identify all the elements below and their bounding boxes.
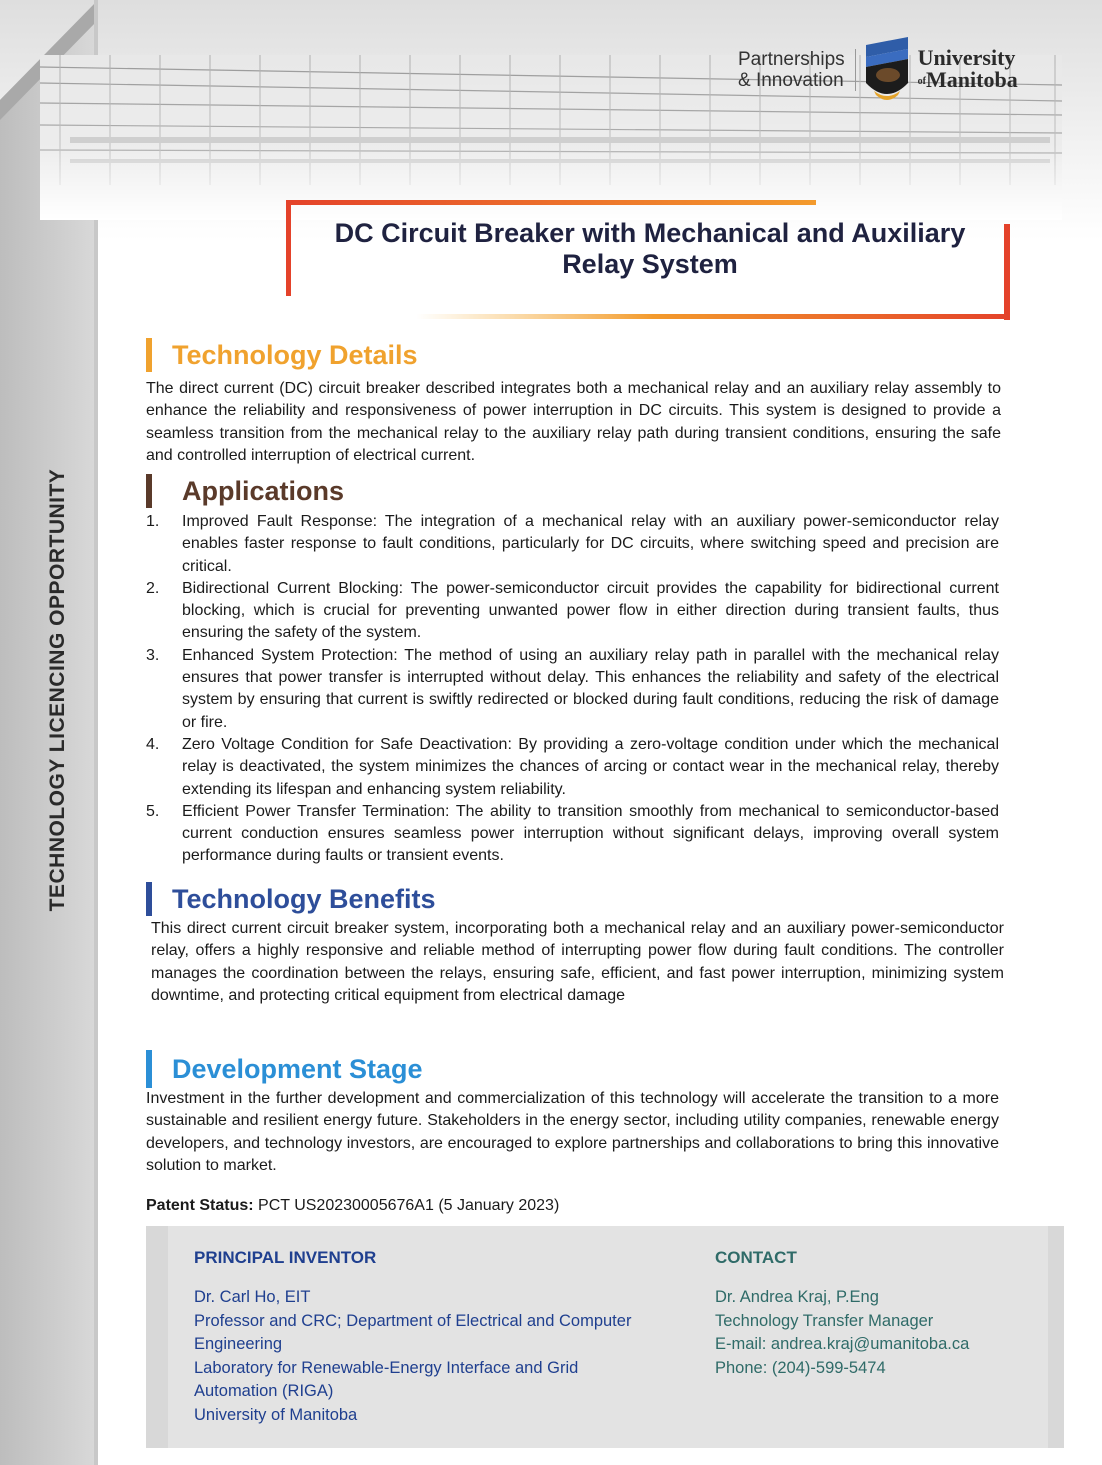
heading-applications: Applications: [146, 474, 344, 508]
heading-development-stage: Development Stage: [146, 1050, 423, 1088]
heading-bar: [146, 474, 152, 508]
university-logo: [738, 30, 1018, 110]
technology-benefits-text: This direct current circuit breaker system, incorporating both a mechanical relay and an auxiliary power-semiconductor relay, offers a highly responsive and reliable method of interrupting power flow during fault conditions. The controller manages the coordination between the relays, ensuring safe, efficient, and fast power interruption, minimizing system downtime, and protecting critical equipment from electrical damage: [151, 920, 1004, 1004]
contact-phone: Phone: (204)-599-5474: [715, 1358, 886, 1377]
applications-list: [146, 511, 999, 868]
list-item: 1. Improved Fault Response: The integration of a mechanical relay with an auxiliary power-semiconductor relay enables faster response to fault conditions, particularly for DC circuits, where switching speed and precision are critical.: [146, 513, 999, 575]
partnerships-innovation-label: Partnerships & Innovation: [738, 49, 856, 91]
contact-heading: CONTACT: [715, 1248, 797, 1267]
technology-details-text: The direct current (DC) circuit breaker described integrates both a mechanical relay and an auxiliary relay assembly to enhance the reliability and responsiveness of power interruption in DC circuits. This system is designed to provide a seamless transition from the mechanical relay to the auxiliary relay path during transient conditions, ensuring the safe and controlled interruption of electrical current.: [146, 380, 1001, 464]
contact-panel: [146, 1226, 1064, 1448]
list-item: 2. Bidirectional Current Blocking: The power-semiconductor circuit provides the capability for bidirectional current blocking, which is crucial for preventing unwanted power flow in either direction during transient faults, thus ensuring the safety of the system.: [146, 579, 999, 642]
contact-title: Technology Transfer Manager: [715, 1311, 934, 1330]
page-title: DC Circuit Breaker with Mechanical and Auxiliary Relay System: [334, 218, 966, 279]
university-name: University ofManitoba: [917, 45, 1018, 93]
contact-panel-inner: [168, 1226, 1048, 1448]
heading-bar: [146, 882, 152, 916]
principal-inventor-heading: PRINCIPAL INVENTOR: [194, 1248, 377, 1267]
list-item: 5. Efficient Power Transfer Termination: The ability to transition smoothly from mechanical to semiconductor-based current conduction ensures seamless power interruption without significant delays, improving overall system performance during faults or transient events.: [146, 802, 999, 865]
contact-name: Dr. Andrea Kraj, P.Eng: [715, 1288, 879, 1306]
side-label: TECHNOLOGY LICENCING OPPORTUNITY: [46, 468, 69, 912]
heading-technology-benefits: Technology Benefits: [146, 882, 436, 916]
heading-bar: [146, 1050, 152, 1088]
heading-bar: [146, 338, 152, 372]
principal-inventor-details: Dr. Carl Ho, EIT Professor and CRC; Department of Electrical and Computer Engineering Laboratory for Renewable-Energy Interface and Grid Automation (RIGA) University of Manitoba: [194, 1288, 632, 1424]
bison-crest-icon: [864, 35, 910, 105]
patent-status: Patent Status: PCT US20230005676A1 (5 January 2023): [146, 1197, 560, 1214]
contact-email[interactable]: E-mail: andrea.kraj@umanitoba.ca: [715, 1335, 970, 1354]
list-item: 3. Enhanced System Protection: The method of using an auxiliary relay path in parallel with the mechanical relay ensures that power transfer is interrupted without delay. This enhances the reliability and safety of the electrical system by ensuring that current is swiftly redirected or blocked during fault conditions, reducing the risk of damage or fire.: [146, 646, 999, 731]
contact-details: [715, 1286, 1035, 1380]
development-stage-text: Investment in the further development and commercialization of this technology will accelerate the transition to a more sustainable and resilient energy future. Stakeholders in the energy sector, including utility companies, renewable energy developers, and technology investors, are encouraged to explore partnerships and collaborations to bring this innovative solution to market.: [146, 1090, 999, 1174]
list-item: 4. Zero Voltage Condition for Safe Deactivation: By providing a zero-voltage condition under which the mechanical relay is deactivated, the system minimizes the chances of arcing or contact wear in the mechanical relay, thereby extending its lifespan and enhancing system reliability.: [146, 735, 999, 798]
heading-technology-details: Technology Details: [146, 338, 418, 372]
